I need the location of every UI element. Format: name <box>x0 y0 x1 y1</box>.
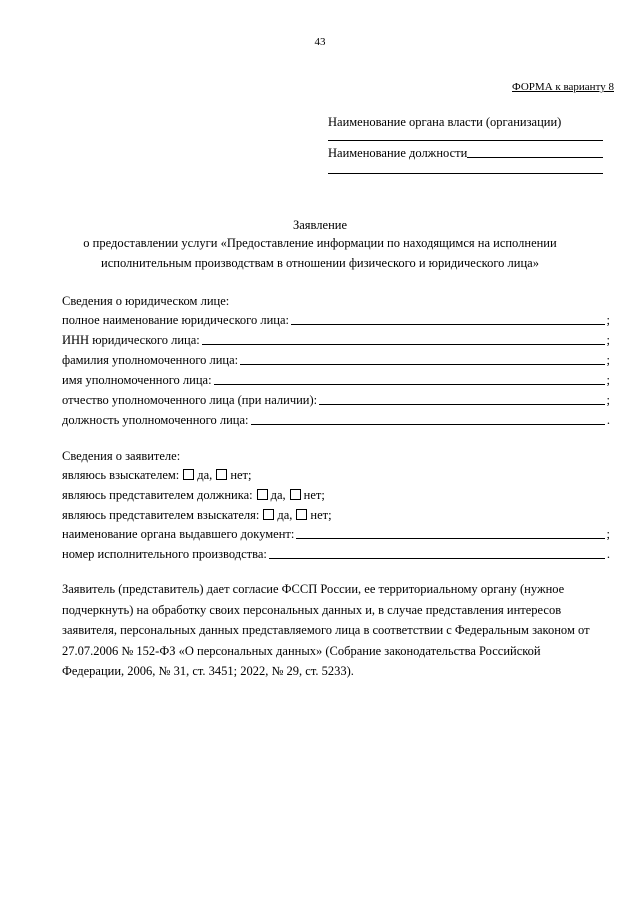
position-field <box>328 146 603 161</box>
field-end: ; <box>606 373 610 387</box>
field-input-line[interactable] <box>214 384 605 385</box>
field-end: . <box>606 547 610 561</box>
field-issuing-authority <box>62 526 610 542</box>
document-title: Заявление <box>292 218 347 232</box>
field-label: фамилия уполномоченного лица: <box>62 353 239 367</box>
yes-checkbox[interactable] <box>183 469 194 480</box>
no-checkbox[interactable] <box>216 469 227 480</box>
applicant-heading: Сведения о заявителе: <box>62 449 181 463</box>
yes-label: да, <box>277 508 293 522</box>
field-end: ; <box>606 313 610 327</box>
field-end: ; <box>606 393 610 407</box>
option-debtor-representative <box>62 488 325 503</box>
position-extra-line[interactable] <box>328 173 603 174</box>
legal-entity-heading: Сведения о юридическом лице: <box>62 294 230 308</box>
field-label: отчество уполномоченного лица (при наличии): <box>62 393 318 407</box>
field-input-line[interactable] <box>319 404 604 405</box>
consent-line: подчеркнуть) на обработку своих персональных данных и, в случае представления интересов <box>62 602 562 617</box>
option-label: являюсь представителем взыскателя: <box>62 508 260 522</box>
field-label: ИНН юридического лица: <box>62 333 200 347</box>
field-label: полное наименование юридического лица: <box>62 313 289 327</box>
field-proceeding-number <box>62 546 610 562</box>
consent-line: 27.07.2006 № 152-ФЗ «О персональных данных» (Собрание законодательства Российской <box>62 643 541 658</box>
field-input-line[interactable] <box>202 344 605 345</box>
field-surname <box>62 352 610 368</box>
yes-checkbox[interactable] <box>257 489 268 500</box>
consent-line: заявителя, персональных данных представляемого лица в соответствии с Федеральным законом от <box>62 623 590 637</box>
field-input-line[interactable] <box>291 324 605 325</box>
yes-checkbox[interactable] <box>263 509 274 520</box>
field-first-name <box>62 372 610 388</box>
no-checkbox[interactable] <box>296 509 307 520</box>
field-label: наименование органа выдавшего документ: <box>62 527 295 541</box>
option-label: являюсь представителем должника: <box>62 488 253 502</box>
document-subtitle-line1: о предоставлении услуги «Предоставление информации по находящимся на исполнении <box>83 236 557 250</box>
field-end: . <box>606 413 610 427</box>
option-claimant <box>62 468 252 483</box>
no-label: нет; <box>310 508 332 522</box>
document-subtitle-line2: исполнительным производствам в отношении физического и юридического лица» <box>101 256 539 270</box>
consent-line: Заявитель (представитель) дает согласие ФССП России, ее территориальному органу (нужное <box>62 582 565 596</box>
page-number: 43 <box>314 36 326 48</box>
field-label: имя уполномоченного лица: <box>62 373 212 387</box>
no-label: нет; <box>230 468 252 482</box>
yes-label: да, <box>197 468 213 482</box>
authority-label: Наименование органа власти (организации) <box>328 115 562 129</box>
field-end: ; <box>606 353 610 367</box>
field-input-line[interactable] <box>240 364 604 365</box>
field-label: должность уполномоченного лица: <box>62 413 249 427</box>
yes-label: да, <box>270 488 286 502</box>
field-full-name <box>62 312 610 328</box>
position-input-line[interactable] <box>467 157 603 158</box>
field-label: номер исполнительного производства: <box>62 547 267 561</box>
form-reference: ФОРМА к варианту 8 <box>512 81 614 93</box>
field-input-line[interactable] <box>296 538 604 539</box>
field-position <box>62 412 610 428</box>
field-input-line[interactable] <box>251 424 605 425</box>
field-end: ; <box>606 527 610 541</box>
no-label: нет; <box>303 488 325 502</box>
authority-input-line[interactable] <box>328 140 603 141</box>
field-patronymic <box>62 392 610 408</box>
option-label: являюсь взыскателем: <box>62 468 180 482</box>
field-input-line[interactable] <box>269 558 605 559</box>
position-label: Наименование должности <box>328 146 468 160</box>
field-inn <box>62 332 610 348</box>
consent-paragraph <box>62 579 614 682</box>
field-end: ; <box>606 333 610 347</box>
option-claimant-representative <box>62 508 332 523</box>
consent-line: Федерации, 2006, № 31, ст. 3451; 2022, № 29, ст. 5233). <box>62 664 354 678</box>
no-checkbox[interactable] <box>290 489 301 500</box>
